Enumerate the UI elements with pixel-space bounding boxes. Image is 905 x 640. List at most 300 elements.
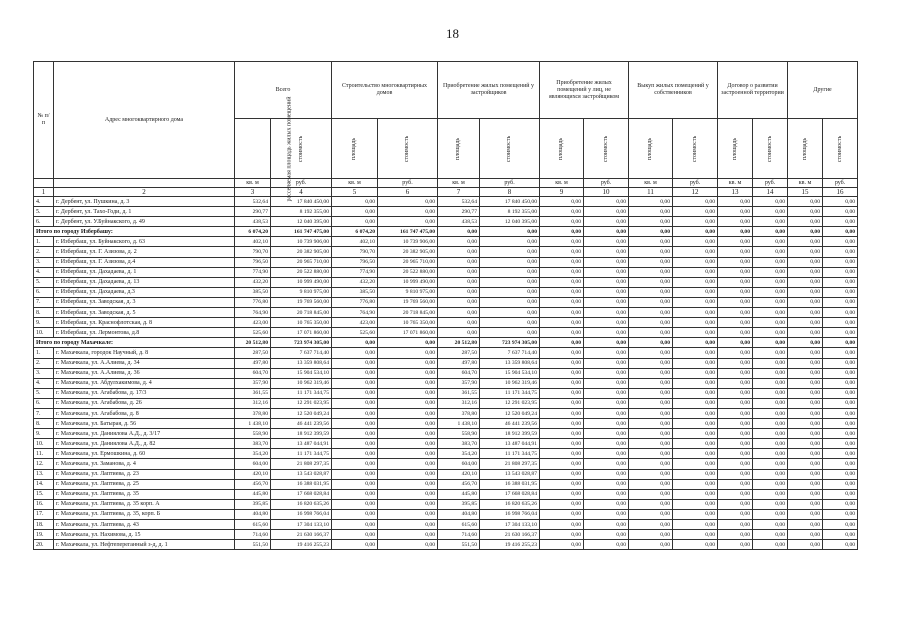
cell-cost: 19 416 255,23 <box>480 540 540 550</box>
cell-area: 423,00 <box>332 318 378 328</box>
cell-area: 0,00 <box>540 449 584 459</box>
unit-cost: руб. <box>378 179 438 188</box>
cell-area: 0,00 <box>540 328 584 338</box>
cell-area: 1 438,10 <box>235 419 271 429</box>
cell-area: 0,00 <box>718 348 753 358</box>
cell-area: 0,00 <box>540 378 584 388</box>
header-sub-cost: стоимость <box>823 119 858 179</box>
cell-area: 395,85 <box>438 499 480 509</box>
cell-area: 287,50 <box>235 348 271 358</box>
cell-area: 0,00 <box>629 388 673 398</box>
cell-cost: 17 071 860,00 <box>271 328 332 338</box>
cell-cost: 0,00 <box>823 459 858 469</box>
column-index: 10 <box>584 188 629 197</box>
row-number: 13. <box>34 469 54 479</box>
row-number: 20. <box>34 540 54 550</box>
cell-area: 0,00 <box>788 499 823 509</box>
cell-area: 0,00 <box>438 237 480 247</box>
cell-area: 0,00 <box>788 257 823 267</box>
row-address: г. Избербаш, ул. Г. Азизова, д.4 <box>54 257 235 267</box>
cell-cost: 0,00 <box>753 197 788 207</box>
cell-cost: 10 739 906,00 <box>378 237 438 247</box>
cell-cost: 0,00 <box>584 439 629 449</box>
row-address: г. Махачкала, ул. Лаптиева, д. 25 <box>54 479 235 489</box>
row-number: 7. <box>34 297 54 307</box>
cell-cost: 21 808 297,35 <box>271 459 332 469</box>
cell-cost: 0,00 <box>823 499 858 509</box>
cell-cost: 0,00 <box>753 227 788 237</box>
cell-cost: 0,00 <box>823 520 858 530</box>
cell-cost: 18 912 399,59 <box>271 429 332 439</box>
cell-cost: 0,00 <box>753 469 788 479</box>
cell-area: 0,00 <box>629 328 673 338</box>
table-row <box>34 459 858 469</box>
cell-cost: 0,00 <box>823 308 858 318</box>
cell-cost: 0,00 <box>673 378 718 388</box>
cell-cost: 0,00 <box>584 217 629 227</box>
cell-area: 497,80 <box>438 358 480 368</box>
cell-cost: 17 668 028,84 <box>480 489 540 499</box>
cell-cost: 0,00 <box>673 520 718 530</box>
table-row <box>34 267 858 277</box>
table-row <box>34 540 858 550</box>
cell-cost: 0,00 <box>673 489 718 499</box>
cell-area: 0,00 <box>718 247 753 257</box>
row-address: г. Дербент, ул. Пушкина, д. 3 <box>54 197 235 207</box>
cell-cost: 10 962 319,46 <box>271 378 332 388</box>
row-address: г. Избербаш, ул. Г. Азизова, д. 2 <box>54 247 235 257</box>
cell-cost: 0,00 <box>823 429 858 439</box>
cell-cost: 0,00 <box>753 520 788 530</box>
cell-area: 6 074,20 <box>332 227 378 237</box>
cell-area: 290,77 <box>438 207 480 217</box>
cell-area: 714,60 <box>235 530 271 540</box>
cell-cost: 13 359 808,64 <box>480 358 540 368</box>
cell-cost: 0,00 <box>753 207 788 217</box>
unit-cell-empty <box>54 179 235 188</box>
header-sub-area: площадь <box>438 119 480 179</box>
cell-area: 558,90 <box>235 429 271 439</box>
cell-cost: 0,00 <box>480 318 540 328</box>
cell-cost: 0,00 <box>584 449 629 459</box>
cell-cost: 0,00 <box>480 297 540 307</box>
cell-cost: 0,00 <box>378 449 438 459</box>
header-group-total: Всего <box>235 62 332 119</box>
cell-area: 796,50 <box>332 257 378 267</box>
row-address: г. Махачкала, ул. Агабабова, д. 26 <box>54 398 235 408</box>
cell-cost: 0,00 <box>584 237 629 247</box>
cell-area: 420,10 <box>438 469 480 479</box>
cell-area: 0,00 <box>718 429 753 439</box>
table-row <box>34 439 858 449</box>
cell-area: 0,00 <box>332 358 378 368</box>
cell-cost: 0,00 <box>753 368 788 378</box>
cell-area: 0,00 <box>540 277 584 287</box>
cell-area: 445,80 <box>235 489 271 499</box>
cell-cost: 0,00 <box>378 489 438 499</box>
table-row <box>34 378 858 388</box>
table-row <box>34 358 858 368</box>
row-number: 1. <box>34 237 54 247</box>
row-number: 6. <box>34 217 54 227</box>
row-address: г. Махачкала, ул. Даниялова А.Д., д. 82 <box>54 439 235 449</box>
cell-cost: 10 739 906,00 <box>271 237 332 247</box>
cell-area: 497,80 <box>235 358 271 368</box>
cell-area: 1 438,10 <box>438 419 480 429</box>
row-number: 4. <box>34 267 54 277</box>
cell-cost: 0,00 <box>823 227 858 237</box>
cell-area: 0,00 <box>332 388 378 398</box>
row-address: г. Махачкала, ул. Лаптиева, д. 35 корп. А <box>54 499 235 509</box>
cell-cost: 0,00 <box>673 197 718 207</box>
cell-area: 0,00 <box>788 197 823 207</box>
column-index: 9 <box>540 188 584 197</box>
cell-cost: 0,00 <box>753 408 788 418</box>
header-group-other: Другие <box>788 62 858 119</box>
cell-cost: 0,00 <box>753 378 788 388</box>
cell-cost: 0,00 <box>673 308 718 318</box>
cell-area: 404,80 <box>235 509 271 519</box>
row-address: г. Махачкала, ул. Лаптиева, д. 43 <box>54 520 235 530</box>
cell-area: 0,00 <box>540 358 584 368</box>
cell-area: 551,50 <box>438 540 480 550</box>
row-address: г. Махачкала, ул. Батырая, д. 56 <box>54 419 235 429</box>
cell-area: 0,00 <box>629 378 673 388</box>
cell-area: 0,00 <box>629 540 673 550</box>
cell-cost: 46 441 239,56 <box>271 419 332 429</box>
cell-area: 0,00 <box>540 227 584 237</box>
cell-cost: 0,00 <box>378 408 438 418</box>
cell-area: 0,00 <box>629 197 673 207</box>
cell-area: 402,10 <box>332 237 378 247</box>
cell-area: 0,00 <box>788 247 823 257</box>
cell-cost: 0,00 <box>823 479 858 489</box>
cell-cost: 0,00 <box>378 378 438 388</box>
cell-cost: 0,00 <box>753 338 788 348</box>
cell-cost: 0,00 <box>378 368 438 378</box>
cell-cost: 10 962 319,46 <box>480 378 540 388</box>
cell-area: 0,00 <box>718 520 753 530</box>
cell-area: 0,00 <box>332 429 378 439</box>
table-row <box>34 247 858 257</box>
cell-cost: 0,00 <box>378 429 438 439</box>
cell-area: 0,00 <box>718 287 753 297</box>
cell-cost: 0,00 <box>378 419 438 429</box>
cell-area: 0,00 <box>788 368 823 378</box>
row-address: г. Избербаш, ул. Дахадаева, д. 13 <box>54 277 235 287</box>
row-number: 6. <box>34 287 54 297</box>
cell-cost: 11 171 344,75 <box>271 449 332 459</box>
cell-cost: 0,00 <box>753 217 788 227</box>
cell-area: 0,00 <box>788 530 823 540</box>
cell-cost: 0,00 <box>823 449 858 459</box>
cell-cost: 0,00 <box>823 318 858 328</box>
header-group-non-developers: Приобретение жилых помещений у лиц, не являющихся застройщиком <box>540 62 629 119</box>
cell-cost: 9 810 975,00 <box>271 287 332 297</box>
cell-area: 0,00 <box>332 469 378 479</box>
cell-area: 0,00 <box>540 388 584 398</box>
cell-cost: 13 359 808,64 <box>271 358 332 368</box>
cell-cost: 0,00 <box>378 398 438 408</box>
cell-cost: 0,00 <box>584 429 629 439</box>
cell-area: 0,00 <box>788 489 823 499</box>
cell-cost: 0,00 <box>378 197 438 207</box>
row-number: 5. <box>34 277 54 287</box>
page-number: 18 <box>446 26 459 41</box>
cell-cost: 0,00 <box>673 479 718 489</box>
cell-cost: 0,00 <box>378 469 438 479</box>
cell-cost: 0,00 <box>584 338 629 348</box>
unit-area: кв. м <box>438 179 480 188</box>
row-address: г. Избербаш, ул. Дахадаева, д. 1 <box>54 267 235 277</box>
column-index: 14 <box>753 188 788 197</box>
header-sub-area: площадь <box>540 119 584 179</box>
unit-cost: руб. <box>823 179 858 188</box>
cell-cost: 12 520 049,24 <box>480 408 540 418</box>
cell-area: 0,00 <box>438 277 480 287</box>
cell-area: 0,00 <box>718 368 753 378</box>
cell-cost: 0,00 <box>753 479 788 489</box>
cell-cost: 21 630 166,37 <box>271 530 332 540</box>
cell-area: 0,00 <box>718 308 753 318</box>
cell-area: 378,80 <box>438 408 480 418</box>
cell-cost: 20 965 710,00 <box>378 257 438 267</box>
cell-cost: 0,00 <box>753 358 788 368</box>
cell-cost: 0,00 <box>823 358 858 368</box>
header-group-developers: Приобретение жилых помещений у застройщиков <box>438 62 540 119</box>
cell-cost: 0,00 <box>823 419 858 429</box>
header-group-territory: Договор о развитии застроенной территории <box>718 62 788 119</box>
cell-area: 0,00 <box>629 237 673 247</box>
cell-area: 20 512,80 <box>438 338 480 348</box>
cell-cost: 0,00 <box>753 328 788 338</box>
cell-area: 0,00 <box>332 530 378 540</box>
column-index: 8 <box>480 188 540 197</box>
cell-area: 0,00 <box>540 217 584 227</box>
row-number: 19. <box>34 530 54 540</box>
cell-cost: 0,00 <box>823 439 858 449</box>
row-number: 15. <box>34 489 54 499</box>
table-row <box>34 318 858 328</box>
cell-area: 385,50 <box>332 287 378 297</box>
cell-area: 0,00 <box>718 459 753 469</box>
cell-cost: 0,00 <box>673 368 718 378</box>
row-address: г. Махачкала, ул. Лаптиева, д. 23 <box>54 469 235 479</box>
cell-cost: 0,00 <box>584 197 629 207</box>
cell-cost: 21 808 297,35 <box>480 459 540 469</box>
total-row <box>34 338 858 348</box>
cell-cost: 46 441 239,56 <box>480 419 540 429</box>
cell-cost: 0,00 <box>823 328 858 338</box>
table-row <box>34 257 858 267</box>
cell-area: 0,00 <box>718 237 753 247</box>
row-address: г. Махачкала, ул. Агабабова, д. 17/3 <box>54 388 235 398</box>
cell-area: 774,90 <box>235 267 271 277</box>
cell-cost: 0,00 <box>378 479 438 489</box>
cell-cost: 20 718 845,00 <box>271 308 332 318</box>
cell-area: 0,00 <box>788 277 823 287</box>
cell-area: 0,00 <box>718 408 753 418</box>
cell-area: 0,00 <box>718 207 753 217</box>
cell-cost: 8 192 355,00 <box>480 207 540 217</box>
cell-cost: 0,00 <box>584 297 629 307</box>
cell-area: 0,00 <box>718 197 753 207</box>
cell-cost: 16 388 031,95 <box>271 479 332 489</box>
table-row <box>34 499 858 509</box>
cell-cost: 0,00 <box>753 449 788 459</box>
cell-cost: 18 912 399,59 <box>480 429 540 439</box>
header-sub-cost: стоимость <box>753 119 788 179</box>
cell-area: 0,00 <box>332 439 378 449</box>
cell-cost: 0,00 <box>378 459 438 469</box>
cell-cost: 19 769 560,00 <box>378 297 438 307</box>
unit-area: кв. м <box>788 179 823 188</box>
cell-area: 0,00 <box>332 207 378 217</box>
row-number: 7. <box>34 408 54 418</box>
cell-area: 615,60 <box>438 520 480 530</box>
cell-area: 0,00 <box>718 499 753 509</box>
cell-cost: 0,00 <box>584 489 629 499</box>
table-row <box>34 429 858 439</box>
row-address: г. Махачкала, ул. Нефтепереганный з-д, д. 1 <box>54 540 235 550</box>
cell-cost: 11 171 344,75 <box>480 388 540 398</box>
table-row <box>34 489 858 499</box>
table-row <box>34 530 858 540</box>
cell-area: 0,00 <box>629 449 673 459</box>
cell-area: 290,77 <box>235 207 271 217</box>
cell-area: 0,00 <box>788 429 823 439</box>
cell-cost: 20 382 905,00 <box>378 247 438 257</box>
cell-cost: 0,00 <box>673 318 718 328</box>
cell-cost: 9 810 975,00 <box>378 287 438 297</box>
cell-area: 532,64 <box>235 197 271 207</box>
cell-area: 438,53 <box>438 217 480 227</box>
cell-cost: 0,00 <box>480 227 540 237</box>
cell-area: 0,00 <box>629 479 673 489</box>
cell-area: 0,00 <box>438 297 480 307</box>
row-number: 2. <box>34 358 54 368</box>
cell-cost: 10 765 350,00 <box>271 318 332 328</box>
cell-cost: 20 965 710,00 <box>271 257 332 267</box>
cell-area: 0,00 <box>540 297 584 307</box>
cell-area: 0,00 <box>629 247 673 257</box>
row-address: г. Махачкала, ул. Лаптиева, д. 35 <box>54 489 235 499</box>
cell-cost: 0,00 <box>673 217 718 227</box>
cell-area: 0,00 <box>718 449 753 459</box>
table-row <box>34 449 858 459</box>
cell-area: 0,00 <box>438 287 480 297</box>
table-row <box>34 348 858 358</box>
cell-cost: 17 840 450,00 <box>480 197 540 207</box>
cell-area: 0,00 <box>788 217 823 227</box>
cell-cost: 0,00 <box>673 207 718 217</box>
cell-cost: 11 171 344,75 <box>480 449 540 459</box>
cell-area: 0,00 <box>718 469 753 479</box>
total-row <box>34 227 858 237</box>
cell-cost: 16 998 766,04 <box>480 509 540 519</box>
cell-cost: 0,00 <box>673 287 718 297</box>
cell-area: 0,00 <box>629 439 673 449</box>
cell-area: 0,00 <box>540 439 584 449</box>
cell-cost: 0,00 <box>823 267 858 277</box>
cell-area: 0,00 <box>788 237 823 247</box>
cell-area: 0,00 <box>629 408 673 418</box>
header-sub-area: расселяемая площадь жилых помещений <box>235 119 271 179</box>
cell-area: 0,00 <box>629 368 673 378</box>
cell-cost: 0,00 <box>480 287 540 297</box>
cell-cost: 21 630 166,37 <box>480 530 540 540</box>
row-number: 17. <box>34 509 54 519</box>
cell-area: 432,20 <box>235 277 271 287</box>
cell-cost: 20 382 905,00 <box>271 247 332 257</box>
column-index: 11 <box>629 188 673 197</box>
row-number: 6. <box>34 398 54 408</box>
cell-area: 0,00 <box>540 368 584 378</box>
column-index-row <box>34 188 858 197</box>
cell-cost: 0,00 <box>673 247 718 257</box>
cell-area: 0,00 <box>629 459 673 469</box>
row-address: г. Махачкала, ул. Ермошкина, д. 60 <box>54 449 235 459</box>
row-address: г. Дербент, ул. У.Буйнакского, д. 49 <box>54 217 235 227</box>
cell-area: 312,16 <box>235 398 271 408</box>
cell-cost: 0,00 <box>673 358 718 368</box>
cell-cost: 0,00 <box>673 509 718 519</box>
cell-cost: 0,00 <box>753 267 788 277</box>
cell-cost: 0,00 <box>378 499 438 509</box>
row-address: г. Махачкала, ул. Заманова, д. 4 <box>54 459 235 469</box>
cell-area: 0,00 <box>438 247 480 257</box>
cell-area: 0,00 <box>788 540 823 550</box>
cell-area: 0,00 <box>788 207 823 217</box>
cell-cost: 0,00 <box>378 509 438 519</box>
table-row <box>34 308 858 318</box>
cell-cost: 0,00 <box>823 368 858 378</box>
cell-area: 0,00 <box>540 429 584 439</box>
cell-area: 0,00 <box>540 459 584 469</box>
cell-area: 0,00 <box>332 378 378 388</box>
cell-cost: 20 522 880,00 <box>271 267 332 277</box>
table-row <box>34 419 858 429</box>
cell-cost: 0,00 <box>673 338 718 348</box>
cell-area: 0,00 <box>788 509 823 519</box>
cell-area: 0,00 <box>629 358 673 368</box>
cell-cost: 0,00 <box>753 459 788 469</box>
cell-cost: 0,00 <box>378 388 438 398</box>
table-row <box>34 368 858 378</box>
cell-cost: 0,00 <box>823 469 858 479</box>
cell-area: 0,00 <box>629 509 673 519</box>
cell-area: 0,00 <box>718 267 753 277</box>
cell-area: 0,00 <box>788 388 823 398</box>
row-number: 3. <box>34 368 54 378</box>
cell-cost: 0,00 <box>753 499 788 509</box>
cell-area: 0,00 <box>718 227 753 237</box>
cell-cost: 0,00 <box>584 348 629 358</box>
cell-cost: 0,00 <box>823 509 858 519</box>
cell-cost: 0,00 <box>673 277 718 287</box>
header-sub-cost: стоимость <box>271 119 332 179</box>
cell-area: 0,00 <box>788 338 823 348</box>
cell-cost: 12 040 395,00 <box>271 217 332 227</box>
cell-cost: 0,00 <box>823 540 858 550</box>
cell-area: 0,00 <box>438 257 480 267</box>
cell-cost: 0,00 <box>673 540 718 550</box>
cell-cost: 0,00 <box>480 277 540 287</box>
table-row <box>34 388 858 398</box>
cell-area: 354,20 <box>235 449 271 459</box>
cell-cost: 0,00 <box>480 257 540 267</box>
cell-area: 0,00 <box>540 287 584 297</box>
